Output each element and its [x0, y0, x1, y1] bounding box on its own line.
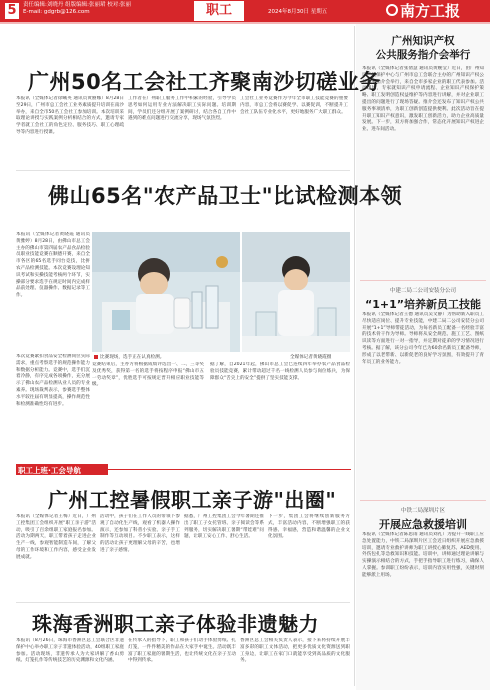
- photo-competition-2: [242, 232, 350, 352]
- story4-text-col1: 本报讯（8月26日，珠海市香洲区总工会联合区非遗保护中心举办职工亲子非遗体验活动，40组职工家庭参加。活动现场，非遗传承人为大家讲解了香山剪纸、灯笼扎作等传统技艺的历史渊源和文化内涵。: [16, 638, 124, 664]
- story-divider: [16, 170, 350, 171]
- story3-text-col2: 活动中，孩子们在工作人员的带领下参观了自动化生产线，观看了机器人操作演示，还参加了科普小实验、亲子手工制作等互动项目。不少职工表示，这样的活动让孩子更理解父母的辛苦，也增进了亲子感情。: [100, 514, 180, 553]
- email-line: E-mail: gdgrb@126.com: [23, 9, 90, 15]
- story2-headline: 佛山65名"农产品卫士"比试检测本领: [48, 184, 403, 208]
- story2-text-col2: 竞赛结束后，主办方将根据成绩评选出一、二、三等奖及优秀奖，获得第一名的选手将按程序申报“佛山市五一劳动奖章”，优胜选手可按规定晋升相应职业技能等级。: [92, 362, 204, 388]
- sidebar-divider-2: [360, 500, 486, 501]
- sidebar2-kicker: 中建二局二公司安装分公司: [389, 288, 456, 294]
- story3-text-col3: 据悉，广州工控集团工会今年暑期还推出了职工子女托管班、亲子阅读会等系列服务，切实解决职工暑期“带娃难”问题，让职工安心工作、舒心生活。: [184, 514, 264, 540]
- story1-text-col3: 工会社工业务竞赛作为今年全市职工技能竞赛的重要内容，市总工会将以赛促学、以赛促训，不断提升工会社工队伍专业化水平，更好地服务广大职工群众。: [240, 96, 348, 115]
- header-meta: [23, 2, 131, 16]
- photo-competition-1: [92, 232, 240, 352]
- story1-headline: 广州50名工会社工齐聚南沙切磋业务: [28, 70, 381, 94]
- masthead-logo: 南方工报: [400, 2, 461, 20]
- section-band-rule: [108, 469, 351, 470]
- story3-text-col1: 本报讯（全媒体记者王梅）近日，广州工控集团工会组织开展“职工亲子游”活动，吸引了百余组职工家庭报名参加。活动为期两天，职工带着孩子走进企业生产一线，参观智能制造车间，了解父母的工作环境和工作内容，感受企业发展成就。: [16, 514, 96, 560]
- issue-date: 2024年8月30日 星期五: [268, 9, 328, 15]
- photo-scene-judging: [242, 232, 350, 352]
- story2-text-col1: 本报讯（全媒体记者黄晓霞 通讯员黄雅婷）8月28日，由佛山市总工会主办的佛山市第四届农产品食品检验员职业技能竞赛在顺德开赛，来自全市各区的65名选手同台竞技，比拼农产品检测技能。本次竞赛设理论知识考试和实操技能考核两个环节，实操部分要求选手在规定时间内完成样品前处理、仪器操作、数据记录等工作。: [16, 232, 90, 299]
- photo-caption-right: 全媒体记者黄晓霞摄: [290, 355, 332, 360]
- story3-headline: 广州工控暑假职工亲子游"出圈": [48, 488, 337, 512]
- story2-text-col1b: 本次竞赛紧扣食品安全检测岗位实际需求，重点考察选手的规范操作能力和数据分析能力。竞赛中，选手们沉着冷静，有序完成各项操作，充分展示了佛山农产品检测从业人员的专业素养。现场裁判表示，参赛选手整体水平较往届有明显提高，操作规范性和检测准确性均有进步。: [16, 354, 90, 407]
- sidebar1-kicker: 广州知识产权: [391, 35, 455, 47]
- section-label: 职工: [194, 1, 244, 21]
- photo-caption-left: [94, 354, 164, 360]
- story-divider-2: [16, 602, 350, 603]
- story1-text-col2: 工作者在广州职工服务工作中积累的经验，引导学员思考如何运用专业方法解决职工实际问题。培训期间，学员们还分组开展了案例研讨，结合各自工作中遇到的难点问题进行交流分享，现场气氛热烈。: [128, 96, 236, 122]
- editor-line: 责任编辑:刘晓丹 组版编辑:张丽珺 校对:张丽: [23, 2, 132, 8]
- sidebar1-text: 本报讯（全媒体记者张倩慧 通讯员黄婉莹）近日，由广州知识产权保护中心与广州市总工会联合主办的广州知识产权公共服务指介会举行，来自全市多家企业的职工代表参加。活动现场，专家就知识产权申请流程、企业知识产权保护策略、职工发明创造权益维护等内容进行讲解，并对企业职工提出的问题进行了现场答疑。推介会还发布了知识产权公共服务事项清单，为职工创新创造提供便利。此次活动旨在提升职工知识产权意识，激发职工创新活力，助力企业高质量发展。下一步，双方将加强合作，常态化开展知识产权进企业、进车间活动。: [362, 66, 484, 133]
- section-band-label: 职工上班·工会导航: [18, 466, 81, 475]
- sidebar3-text: 本报讯（全媒体记者陈思雨 通讯员刘礼）为提升一线职工应急处置能力，中铁二局深圳片区工会近日组织开展应急救援培训，邀请专业救护讲师为职工讲授心肺复苏、AED使用、外伤包扎等急救知识和技能。培训中，讲师通过理论讲解与实操演示相结合的方式，手把手指导职工进行练习，确保人人掌握。参训职工纷纷表示，培训内容实用性强，关键时刻能够派上用场。: [362, 532, 484, 578]
- story3-text-col4: 下一步，集团工会将继续创新服务方式，丰富活动内容，不断增强职工的获得感、幸福感，营造和谐温馨的企业文化氛围。: [268, 514, 350, 540]
- story1-text-col1: 本报讯（全媒体记者徐曦英 通讯员黄丽娜）8月28日至29日，广州市总工会社工业务素质提升培训在南沙举办，来自全市50名工会社工参加培训。本次培训采取理论讲授与实践案例分析相结合的方式，邀请专家学者就工会社工的角色定位、服务技巧、职工心理疏导等内容进行授课。: [16, 96, 124, 135]
- logo-icon: [386, 4, 398, 16]
- story4-text-col3: 香洲区总工会相关负责人表示，接下来将持续开展丰富多彩的职工文体活动，把更多优质文化资源送到职工身边，让职工在家门口就能享受到高品质的文化服务。: [240, 638, 350, 664]
- story4-text-col2: 在传承人的指导下，职工和孩子们动手体验剪纸、扎灯笼，一件件精美的作品在大家手中诞生。活动既丰富了职工家庭的暑期生活，也让传统文化在亲子互动中得到传承。: [128, 638, 236, 664]
- story2-text-col3: 据了解，自2021年起，佛山市总工会已连续四年举办农产品食品检验员技能竞赛，累计带动超过千名一线检测人员参与岗位练兵，为保障群众“舌尖上的安全”提供了坚实技能支撑。: [210, 362, 350, 381]
- story4-headline: 珠海香洲职工亲子体验非遗魅力: [32, 612, 319, 636]
- caption-left-text: 比赛现场，选手正在认真检测。: [100, 355, 165, 360]
- sidebar3-headline: 开展应急救援培训: [379, 518, 467, 531]
- sidebar3-kicker: 中铁二局深圳片区: [400, 508, 445, 514]
- sidebar2-text: 本报讯（全媒体记者王德 通讯员吴文静）为帮助新入职员工尽快适应岗位、提升专业技能，中建二局二公司安装分公司开展“1+1”导师带徒活动，为每名新员工配备一名经验丰富的技术骨干作为导师。导师将从安全规范、施工工艺、图纸识读等方面进行一对一指导，并定期对徒弟的学习情况进行考核。据了解，该分公司今年已为60余名新员工配备导师，形成了以老带新、以新促老的良好学习氛围，有效提升了青年员工的业务能力。: [362, 312, 484, 365]
- photo-scene-lab: [92, 232, 240, 352]
- page-number: 5: [5, 3, 19, 19]
- sidebar-divider-1: [360, 280, 486, 281]
- sidebar1-headline: 公共服务指介会举行: [375, 49, 471, 61]
- column-divider: [354, 26, 355, 686]
- sidebar2-headline: “1+1”培养新员工技能: [365, 298, 481, 311]
- caption-bullet-icon: [94, 355, 98, 359]
